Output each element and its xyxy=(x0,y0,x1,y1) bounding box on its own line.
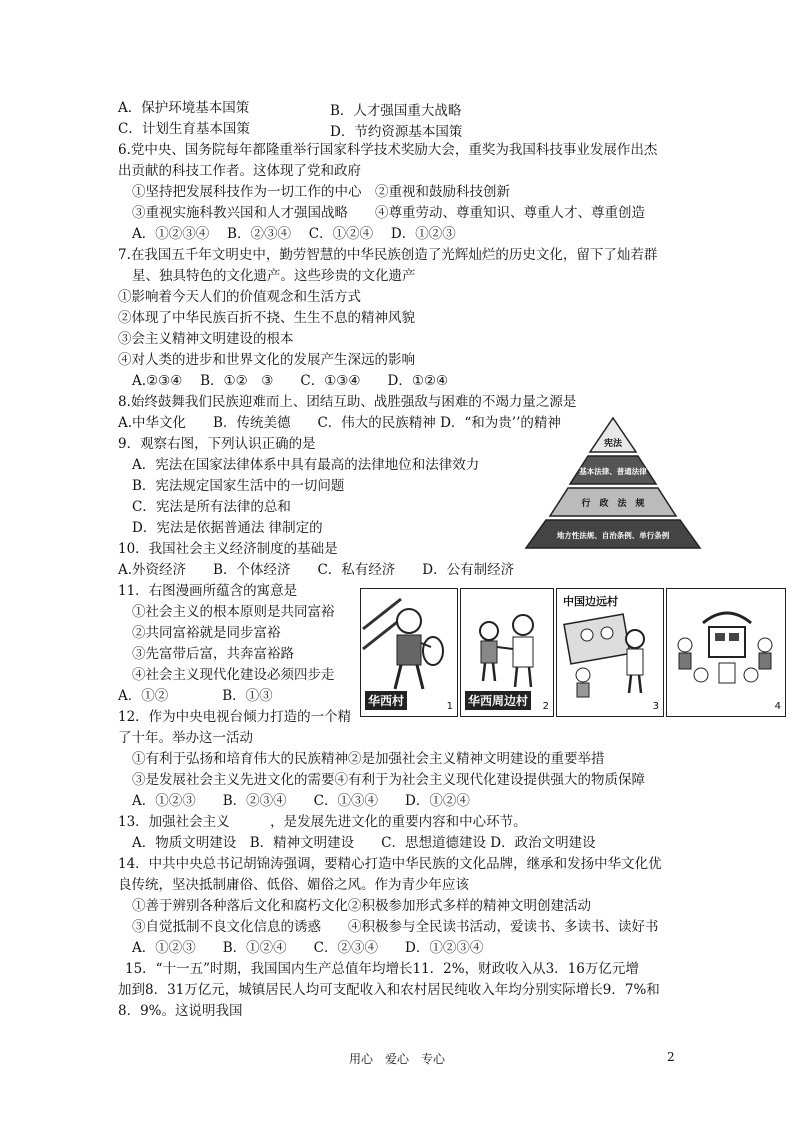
q6-options-1: ①坚持把发展科技作为一切工作的中心 ②重视和鼓励科技创新 xyxy=(132,184,510,200)
pyramid-label-4: 地方性法规、自治条例、单行条例 xyxy=(556,531,670,540)
q14-options-1: ①善于辨别各种落后文化和腐朽文化②积极参加形式多样的精神文明创建活动 xyxy=(132,898,591,914)
q6-answers: A．①②③④ B．②③④ C．①②④ D．①②③ xyxy=(132,226,456,242)
pyramid-label-2: 基本法律、普通法律 xyxy=(579,467,647,476)
q10-answers: A.外资经济 B．个体经济 C．私有经济 D．公有制经济 xyxy=(118,562,515,578)
q15-stem: 15．“十一五”时期，我国国内生产总值年均增长11．2%，财政收入从3．16万亿元增 xyxy=(125,961,639,977)
q11-option-2: ②共同富裕就是同步富裕 xyxy=(132,625,281,641)
pyramid-label-3: 行 政 法 规 xyxy=(581,499,645,509)
comic-panel-2-label: 华西周边村 xyxy=(465,691,531,710)
q8-stem: 8.始终鼓舞我们民族迎难而上、团结互助、战胜强敌与困难的不竭力量之源是 xyxy=(118,394,577,410)
comic-panel-4-number: 4 xyxy=(774,701,781,712)
q12-options-2: ③是发展社会主义先进文化的需要④有利于为社会主义现代化建设提供强大的物质保障 xyxy=(132,772,645,788)
page-number: 2 xyxy=(667,1050,675,1064)
q13-stem: 13．加强社会主义 ，是发展先进文化的重要内容和中心环节。 xyxy=(118,814,527,830)
q7-option-4: ④对人类的进步和世界文化的发展产生深远的影响 xyxy=(118,352,415,368)
pyramid-label-1: 宪法 xyxy=(603,439,623,449)
q9-option-d: D．宪法是依据普通法 律制定的 xyxy=(132,520,323,536)
q5-option-a: A．保护环境基本国策 xyxy=(118,100,250,116)
comic-panel-1 xyxy=(360,588,458,717)
q10-stem: 10．我国社会主义经济制度的基础是 xyxy=(118,541,338,557)
page-footer: 用心 爱心 专心 xyxy=(348,1052,445,1066)
q9-option-c: C．宪法是所有法律的总和 xyxy=(132,499,291,515)
q15-stem-cont: 加到8．31万亿元，城镇居民人均可支配收入和农村居民纯收入年均分别实际增长9．7%和 xyxy=(118,982,660,998)
q11-option-4: ④社会主义现代化建设必须四步走 xyxy=(132,667,335,683)
q14-stem: 14．中共中央总书记胡锦涛强调，要精心打造中华民族的文化品牌，继承和发扬中华文化优 xyxy=(118,856,662,872)
comic-panel-3-title: 中国边远村 xyxy=(563,595,618,608)
q11-option-3: ③先富带后富，共奔富裕路 xyxy=(132,646,294,662)
comic-panel-1-label: 华西村 xyxy=(365,691,407,710)
q7-stem-cont: 星、独具特色的文化遗产。这些珍贵的文化遗产 xyxy=(132,268,416,284)
q6-stem-cont: 出贡献的科技工作者。这体现了党和政府 xyxy=(118,163,361,179)
legal-hierarchy-pyramid xyxy=(524,416,702,550)
q7-option-3: ③会主义精神文明建设的根本 xyxy=(118,331,294,347)
comic-panel-3 xyxy=(556,588,664,717)
q5-option-d: D．节约资源基本国策 xyxy=(330,124,463,140)
comic-strip xyxy=(360,588,785,715)
comic-panel-1-number: 1 xyxy=(446,701,453,712)
q8-answers: A.中华文化 B．传统美德 C．伟大的民族精神 D．“和为贵’’的精神 xyxy=(118,415,561,431)
q12-options-1: ①有利于弘扬和培育伟大的民族精神②是加强社会主义精神文明建设的重要举措 xyxy=(132,751,605,767)
q14-options-2: ③自觉抵制不良文化信息的诱惑 ④积极参与全民读书活动，爱读书、多读书、读好书 xyxy=(132,919,659,935)
comic-panel-4-drawing xyxy=(667,589,785,716)
q13-answers: A．物质文明建设 B．精神文明建设 C．思想道德建设 D．政治文明建设 xyxy=(132,835,596,851)
q11-answers: A．①② B．①③ xyxy=(118,688,273,704)
q9-option-a: A．宪法在国家法律体系中具有最高的法律地位和法律效力 xyxy=(132,457,480,473)
comic-panel-2-number: 2 xyxy=(542,701,549,712)
q12-answers: A．①②③ B．②③④ C．①③④ D．①②④ xyxy=(132,793,470,809)
q9-option-b: B．宪法规定国家生活中的一切问题 xyxy=(132,478,345,494)
q7-answers: A.②③④ B．①② ③ C．①③④ D．①②④ xyxy=(132,373,449,389)
q7-option-1: ①影响着今天人们的价值观念和生活方式 xyxy=(118,289,361,305)
q11-option-1: ①社会主义的根本原则是共同富裕 xyxy=(132,604,335,620)
q5-option-c: C．计划生育基本国策 xyxy=(118,121,250,137)
q5-option-b: B．人才强国重大战略 xyxy=(330,103,462,119)
q14-stem-cont: 良传统，坚决抵制庸俗、低俗、媚俗之风。作为青少年应该 xyxy=(118,877,469,893)
q9-stem: 9．观察右图，下列认识正确的是 xyxy=(118,436,316,452)
comic-panel-3-number: 3 xyxy=(652,701,659,712)
q12-stem-cont: 了十年。举办这一活动 xyxy=(118,730,253,746)
comic-panel-2 xyxy=(460,588,554,717)
q6-options-2: ③重视实施科教兴国和人才强国战略 ④尊重劳动、尊重知识、尊重人才、尊重创造 xyxy=(132,205,645,221)
q15-stem-end: 8．9%。这说明我国 xyxy=(118,1003,243,1019)
q14-answers: A．①②③ B．①②④ C．②③④ D．①②③④ xyxy=(132,940,484,956)
comic-panel-4 xyxy=(666,588,786,717)
q7-stem: 7.在我国五千年文明史中，勤劳智慧的中华民族创造了光辉灿烂的历史文化，留下了灿若群 xyxy=(118,247,658,263)
q7-option-2: ②体现了中华民族百折不挠、生生不息的精神风貌 xyxy=(118,310,415,326)
q12-stem: 12．作为中央电视台倾力打造的一个精 xyxy=(118,709,352,725)
q6-stem: 6.党中央、国务院每年都隆重举行国家科学技术奖励大会，重奖为我国科技事业发展作出杰 xyxy=(118,142,658,158)
q11-stem: 11．右图漫画所蕴含的寓意是 xyxy=(118,583,298,599)
